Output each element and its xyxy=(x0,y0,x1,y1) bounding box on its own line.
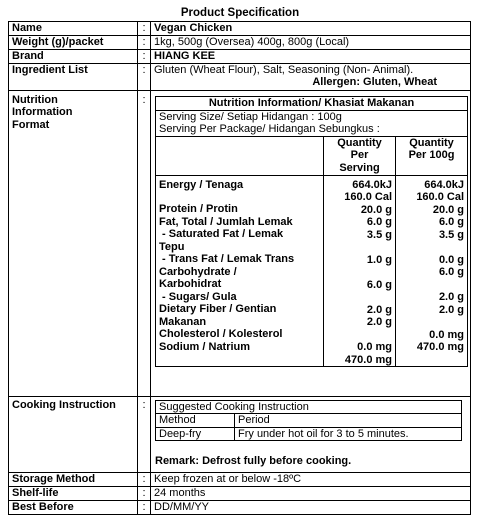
period-header: Period xyxy=(235,414,462,428)
value: 470.0 mg xyxy=(344,353,392,366)
method-header: Method xyxy=(156,414,235,428)
value: 470.0 mg xyxy=(416,341,465,353)
best-before-label: Best Before xyxy=(9,500,138,514)
row-storage xyxy=(9,472,471,486)
name-label: Name xyxy=(9,22,138,36)
nutrition-heading: Nutrition Information/ Khasiat Makanan xyxy=(156,96,468,110)
per-100g-values xyxy=(396,175,468,367)
row-weight xyxy=(9,35,471,49)
value: 664.0kJ xyxy=(352,178,392,191)
spec-table xyxy=(8,21,471,515)
page-title: Product Specification xyxy=(180,7,300,19)
nutrient-name: Carbohydrate / xyxy=(159,265,237,278)
colon: : xyxy=(138,35,151,49)
header-line: Serving xyxy=(339,161,380,174)
shelf-life-value: 24 months xyxy=(151,486,471,500)
storage-label: Storage Method xyxy=(9,472,138,486)
nutrient-name: Sodium / Natrium xyxy=(159,340,251,353)
nutrient-name: - Sugars/ Gula xyxy=(159,290,237,303)
row-ingredients xyxy=(9,63,471,90)
colon: : xyxy=(138,500,151,514)
value: 160.0 Cal xyxy=(416,191,465,203)
weight-label: Weight (g)/packet xyxy=(9,35,138,49)
nutrient-name: Karbohidrat xyxy=(159,278,222,290)
serving-size: Serving Size/ Setiap Hidangan : 100g xyxy=(156,110,468,123)
header-line: Per xyxy=(350,149,369,161)
allergen-note: Allergen: Gluten, Wheat xyxy=(312,76,437,88)
cooking-remark: Remark: Defrost fully before cooking. xyxy=(155,455,352,467)
row-best-before xyxy=(9,500,471,514)
row-name xyxy=(9,22,471,36)
value: 6.0 g xyxy=(438,266,465,278)
serving-per-package: Serving Per Package/ Hidangan Sebungkus : xyxy=(156,123,468,136)
cooking-label: Cooking Instruction xyxy=(9,396,138,472)
per-serving-header xyxy=(324,136,396,175)
value: 1.0 g xyxy=(366,253,392,266)
nutrition-label-line: Information xyxy=(12,106,73,118)
value: 160.0 Cal xyxy=(344,191,392,203)
header-line: Quantity xyxy=(337,136,382,149)
colon: : xyxy=(138,486,151,500)
cooking-cell xyxy=(151,396,471,472)
value: 6.0 g xyxy=(366,216,392,228)
nutrition-label xyxy=(9,90,138,396)
nutrient-name: Cholesterol / Kolesterol xyxy=(159,328,283,340)
per-100g-header xyxy=(396,136,468,175)
nutrition-table xyxy=(155,96,468,368)
method-value: Deep-fry xyxy=(156,427,235,441)
value: 2.0 g xyxy=(366,316,392,328)
ingredients-cell xyxy=(151,63,471,90)
nutrient-name: Dietary Fiber / Gentian xyxy=(159,303,277,315)
value: 0.0 g xyxy=(438,253,465,266)
colon: : xyxy=(138,63,151,90)
value: 3.5 g xyxy=(366,228,392,241)
nutrient-column-header xyxy=(156,136,324,175)
nutrient-name: Makanan xyxy=(159,315,207,328)
weight-value: 1kg, 500g (Oversea) 400g, 800g (Local) xyxy=(151,35,471,49)
value: 2.0 g xyxy=(438,303,465,316)
nutrient-name: Tepu xyxy=(159,240,185,253)
value: 2.0 g xyxy=(438,291,465,303)
nutrition-cell xyxy=(151,90,471,396)
row-cooking xyxy=(9,396,471,472)
brand-value: HIANG KEE xyxy=(151,49,471,63)
nutrient-name: - Saturated Fat / Lemak xyxy=(159,228,284,240)
row-shelf-life xyxy=(9,486,471,500)
value: 0.0 mg xyxy=(357,341,392,353)
colon: : xyxy=(138,49,151,63)
value: 664.0kJ xyxy=(424,178,465,191)
header-line: Quantity xyxy=(409,136,454,149)
nutrient-name: Energy / Tenaga xyxy=(159,178,244,191)
period-value: Fry under hot oil for 3 to 5 minutes. xyxy=(235,427,462,441)
colon: : xyxy=(138,90,151,396)
value: 0.0 mg xyxy=(429,328,465,341)
colon: : xyxy=(138,396,151,472)
brand-label: Brand xyxy=(9,49,138,63)
cooking-table xyxy=(155,400,462,442)
ingredients-value: Gluten (Wheat Flour), Salt, Seasoning (Non- Animal). xyxy=(154,63,414,76)
row-brand xyxy=(9,49,471,63)
value: 2.0 g xyxy=(366,303,392,316)
value: 6.0 g xyxy=(366,278,392,291)
header-line: Per 100g xyxy=(408,149,455,161)
nutrient-name: - Trans Fat / Lemak Trans xyxy=(159,253,295,265)
best-before-value: DD/MM/YY xyxy=(151,500,471,514)
value: 3.5 g xyxy=(438,228,465,241)
shelf-life-label: Shelf-life xyxy=(9,486,138,500)
name-value: Vegan Chicken xyxy=(151,22,471,36)
cooking-heading: Suggested Cooking Instruction xyxy=(156,400,462,414)
value: 20.0 g xyxy=(360,203,392,216)
colon: : xyxy=(138,472,151,486)
nutrition-label-line: Nutrition xyxy=(12,93,58,106)
nutrient-name: Protein / Protin xyxy=(159,203,238,215)
per-serving-values xyxy=(324,175,396,367)
colon: : xyxy=(138,22,151,36)
row-nutrition xyxy=(9,90,471,396)
nutrient-names xyxy=(156,175,324,367)
nutrient-name: Fat, Total / Jumlah Lemak xyxy=(159,215,293,228)
nutrition-label-line: Format xyxy=(12,118,50,131)
value: 6.0 g xyxy=(438,216,465,228)
value: 20.0 g xyxy=(432,203,465,216)
ingredients-label: Ingredient List xyxy=(9,63,138,90)
storage-value: Keep frozen at or below -18ºC xyxy=(151,472,471,486)
